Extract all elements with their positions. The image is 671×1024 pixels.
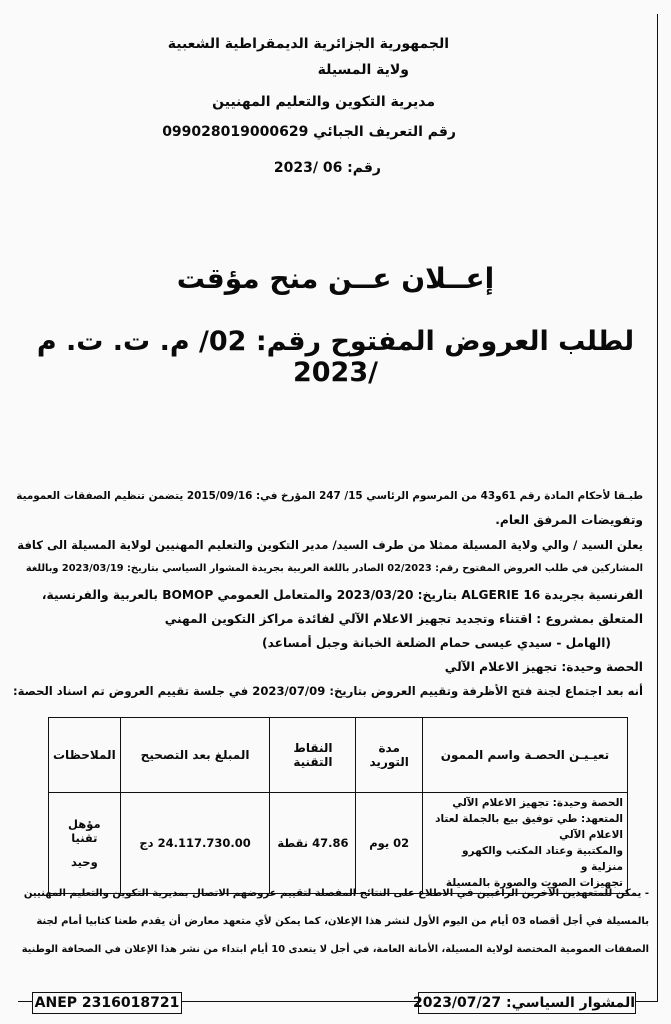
body-line: المتعلق بمشروع : اقتناء وتجديد تجهيز الاعلام الآلي لفائدة مراكز التكوين المهني [164,612,643,626]
closing-line: الصفقات العمومية المختصة لولاية المسيلة، الأمانة العامة، في أجل لا يتعدى 10 أيام ابتداء من نشر هذا الإعلان في الصحافة الوطنية [21,944,649,955]
designation-line: المتعهد: طي توفيق بيع بالجملة لعتاد الاعلام الآلي [435,813,623,841]
award-table [48,717,628,894]
body-line: طبـقا لأحكام المادة رقم 61و43 من المرسوم الرئاسي 15/ 247 المؤرخ في: 2015/09/16 يتضمن تنظيم الصفقات العمومية [16,490,643,502]
tax-id: رقم التعريف الجبائي 099028019000629 [162,124,456,140]
designation-line: تجهيزات الصوت والصورة بالمسيلة [445,877,623,889]
cell-duration: 02 يوم [356,793,423,894]
newspaper-date: المشوار السياسي: 2023/07/27 [418,992,636,1014]
cell-designation [422,793,627,894]
body-line: (الهامل - سيدي عيسى حمام الضلعة الخبانة وجبل أمساعد) [262,636,611,650]
header-duration: مدة التوريد [356,718,423,793]
cell-amount: 24.117.730.00 دج [120,793,270,894]
body-line: المشاركين في طلب العروض المفتوح رقم: 02/2023 الصادر باللغة العربية بجريدة المشوار السياسي بتاريخ: 2023/03/19 وباللغة [25,563,643,574]
closing-line: بالمسيلة في أجل أقصاه 03 أيام من اليوم الأول لنشر هذا الإعلان، كما يمكن لأي متعهد معارض أن يقدم طعنا كتابيا أمام لجنة [36,916,649,927]
remarks-line: وحيد [70,855,98,869]
body-line: الحصة وحيدة: تجهيز الاعلام الآلي [444,660,643,674]
body-line: الفرنسية بجريدة ALGERIE 16 بتاريخ: 2023/03/20 والمتعامل العمومي BOMOP بالعربية والفرنسية، [41,588,643,602]
body-line: أنه بعد اجتماع لجنة فتح الأظرفة وتقييم العروض بتاريخ: 2023/07/09 في جلسة تقييم العروض تم اسناد الحصة: [13,684,643,698]
cell-remarks [49,793,121,894]
reference-number: رقم: 06 /2023 [273,160,381,176]
directorate-heading: مديرية التكوين والتعليم المهنيين [212,94,435,110]
table-header-row [49,718,628,793]
header-designation: تعيـيـن الحصـة واسم الممون [422,718,627,793]
body-line: وتفويضات المرفق العام. [495,513,643,527]
body-line: يعلن السيد / والي ولاية المسيلة ممثلا من طرف السيد/ مدير التكوين والتعليم المهنيين لولاية المسيلة الى كافة [17,538,643,552]
header-amount: المبلغ بعد التصحيح [120,718,270,793]
header-remarks: الملاحظات [49,718,121,793]
table-row [49,793,628,894]
remarks-line: مؤهل تقنيا [68,817,101,845]
tender-title: لطلب العروض المفتوح رقم: 02/ م. ت. ت. م /2023 [36,326,635,388]
republic-heading: الجمهورية الجزائرية الديمقراطية الشعبية [167,36,449,52]
closing-line: - يمكن للمتعهدين الآخرين الراغبين في الاطلاع على النتائج المفصلة لتقييم عروضهم الاتصال بمديرية التكوين والتعليم المهنيين [23,888,649,899]
header-tech-points: النقاط التقنية [270,718,356,793]
announcement-title: إعــلان عــن منح مؤقت [176,262,495,295]
designation-line: والمكتبية وعتاد المكتب والكهرو منزلية و [462,845,623,873]
anep-number: ANEP 2316018721 [32,992,182,1014]
designation-line: الحصة وحيدة: تجهيز الاعلام الآلي [452,797,623,809]
cell-tech-points: 47.86 نقطة [270,793,356,894]
wilaya-heading: ولاية المسيلة [317,62,409,78]
